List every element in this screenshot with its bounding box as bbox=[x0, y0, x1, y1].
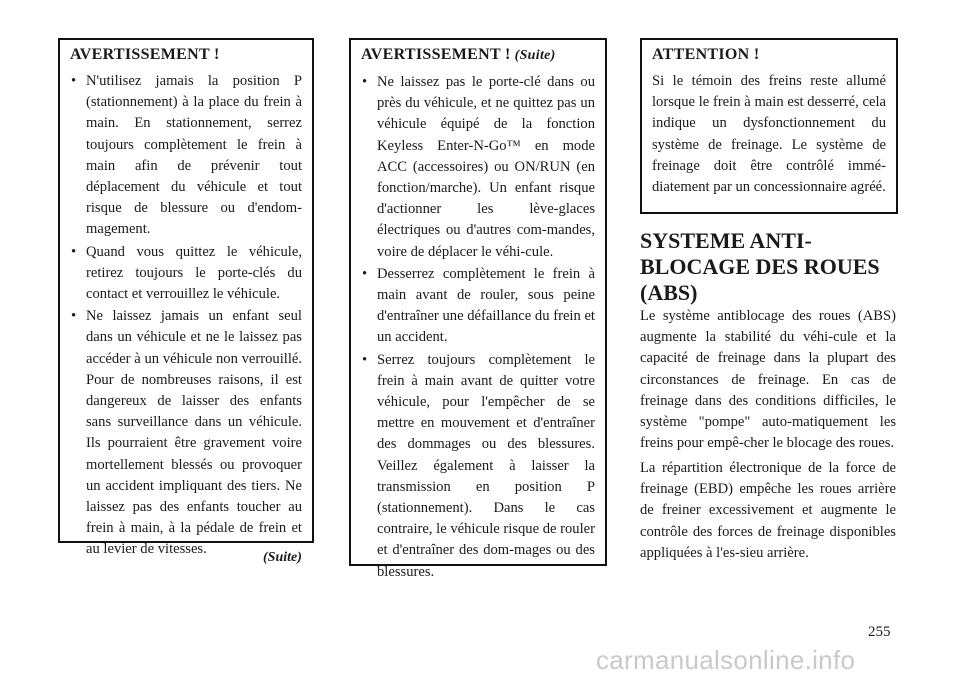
caution-box bbox=[640, 38, 898, 214]
section-heading: SYSTEME ANTI-BLOCAGE DES ROUES (ABS) bbox=[640, 228, 880, 305]
abs-paragraph: Le système antiblocage des roues (ABS) augmente la stabilité du véhi-cule et la capacité de freinage dans la plupart des circonstances de freinage. En cas de freinage dans des conditions difficiles, le système "pompe" auto-matiquement les freins pour empê-cher le blocage des roues. bbox=[640, 308, 896, 452]
list-item: • Ne laissez pas le porte-clé dans ou près du véhicule, et ne quittez pas un véhicule équipé de la fonction Keyless Enter-N-Go™ en mode ACC (accessoires) ou ON/RUN (en fonction/marche). Un enfant risque d'actionner les lève-glaces électriques ou d'autres com-mandes, voire de déplacer le véhi-cule. bbox=[362, 74, 595, 260]
caution-text: Si le témoin des freins reste allumé lorsque le frein à main est desserré, cela indique un dysfonctionnement du système de freinage. Le système de freinage doit être contrôlé immé-diatement par un concessionnaire agréé. bbox=[652, 73, 886, 196]
list-item: • Serrez toujours complètement le frein à main avant de quitter votre véhicule, pour l'empêcher de se mettre en mouvement et d'entraîner des dommages ou des blessures. Veillez également à laisser la transmission en position P (stationnement). Dans le cas contraire, le véhicule risque de rouler et d'entraîner des dom-mages ou des blessures. bbox=[362, 351, 595, 580]
page-number: 255 bbox=[868, 624, 891, 640]
continued-label: (Suite) bbox=[514, 48, 556, 63]
warning-title-continued: AVERTISSEMENT ! (Suite) bbox=[361, 46, 556, 63]
list-item: • Desserrez complètement le frein à main avant de rouler, sous peine d'entraîner une défaillance du frein et un accident. bbox=[362, 265, 595, 346]
warning-list bbox=[70, 71, 302, 561]
caution-title: ATTENTION ! bbox=[652, 46, 760, 63]
list-item: • N'utilisez jamais la position P (stationnement) à la place du frein à main. En stationnement, serrez toujours complètement le frein à main afin de prévenir tout déplacement du véhicule et tout risque de blessure ou d'endom-magement. bbox=[71, 73, 302, 238]
watermark: carmanualsonline.info bbox=[596, 645, 856, 675]
ebd-paragraph: La répartition électronique de la force de freinage (EBD) empêche les roues arrière de freiner excessivement et augmente le contrôle des forces de freinage disponibles appliquées à l'es-sieu arrière. bbox=[640, 460, 896, 561]
warning-box-2 bbox=[349, 38, 607, 580]
warning-title: AVERTISSEMENT ! bbox=[70, 46, 220, 63]
warning-list bbox=[361, 72, 595, 583]
list-item: • Quand vous quittez le véhicule, retirez toujours le porte-clés du contact et verrouillez le véhicule. bbox=[71, 243, 302, 303]
list-item: • Ne laissez jamais un enfant seul dans un véhicule et ne le laissez pas accéder à un véhicule non verrouillé. Pour de nombreuses raisons, il est dangereux de laisser des enfants sans surveillance dans un véhicule. Ils pourraient être gravement voire mortellement blessés ou provoquer un accident impliquant des tiers. Ne laissez pas des enfants toucher au frein à main, à la pédale de frein et au levier de vitesses. bbox=[71, 308, 302, 558]
continued-label: (Suite) bbox=[263, 550, 302, 565]
